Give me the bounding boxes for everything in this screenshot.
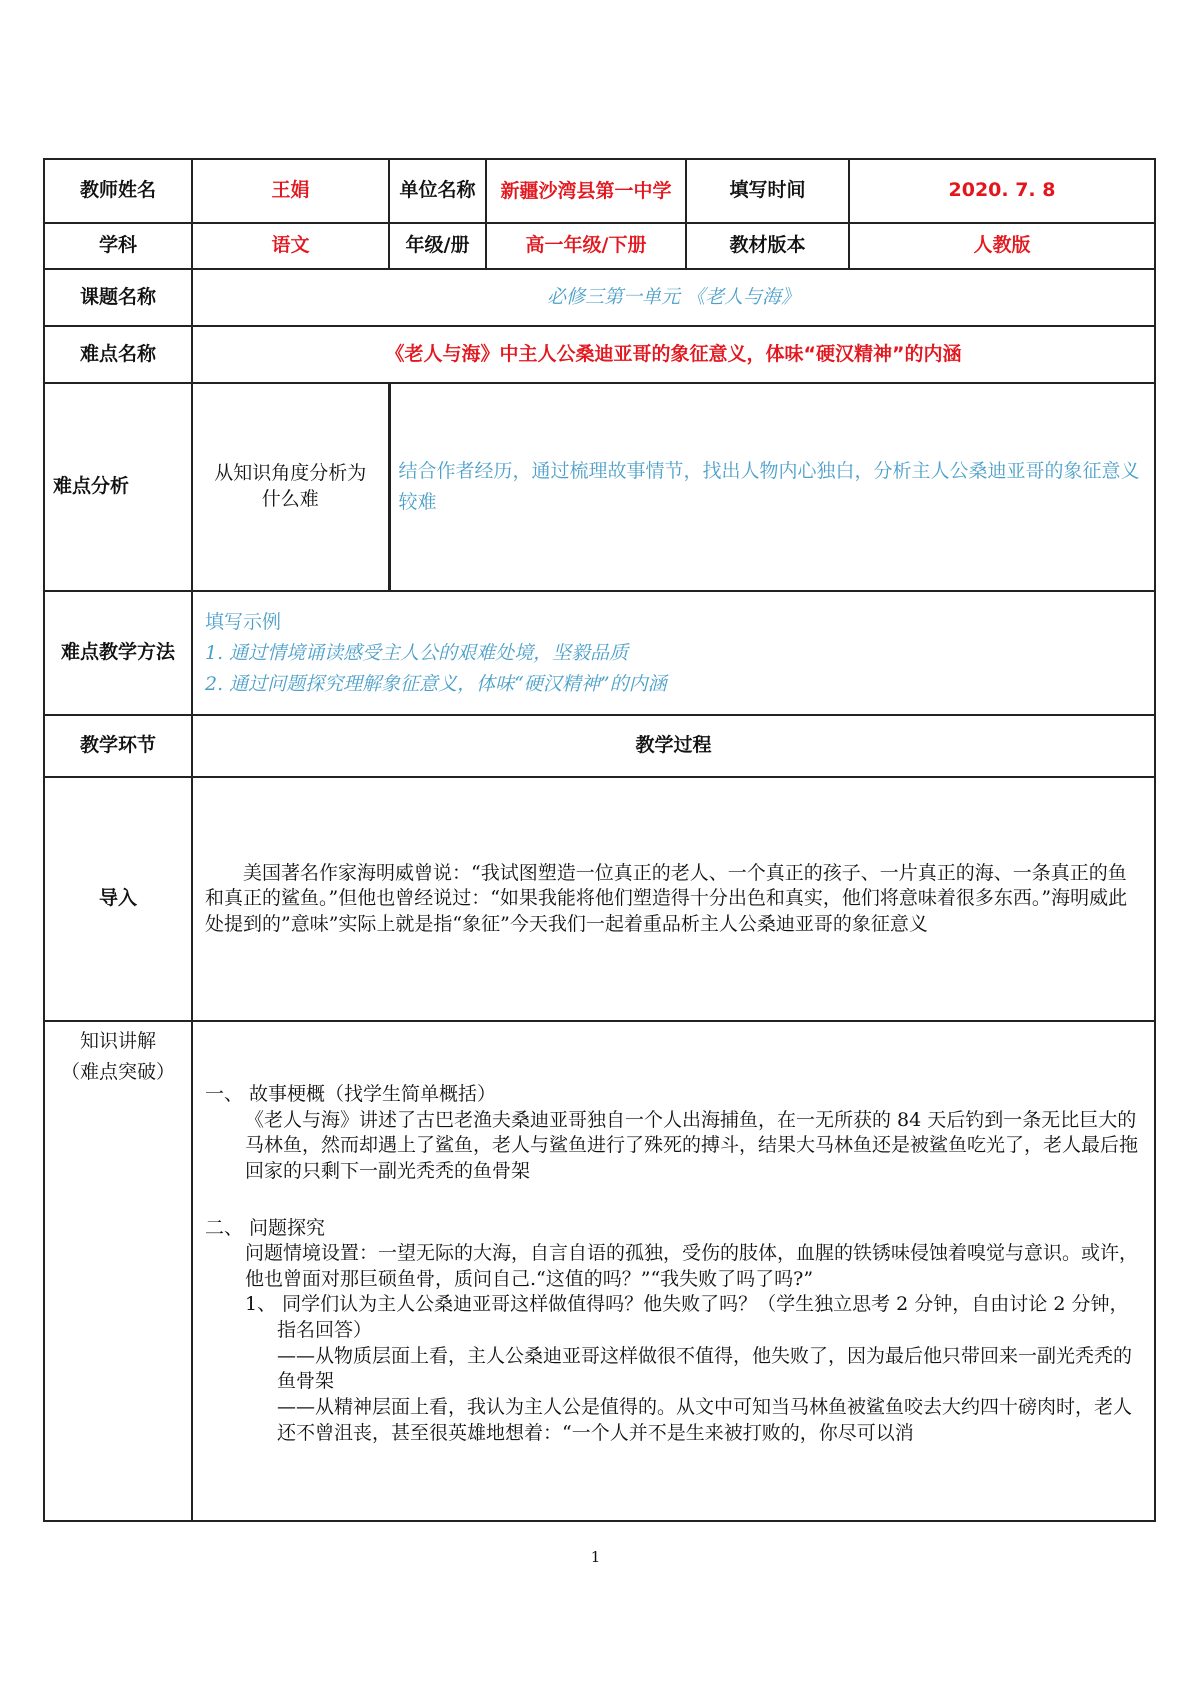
question-1-text: 1、 同学们认为主人公桑迪亚哥这样做值得吗？他失败了吗？（学生独立思考 2 分钟，自由讨论 2 分钟，指名回答） xyxy=(245,1293,1129,1342)
knowledge-row xyxy=(44,1021,1155,1521)
method-item-1: 1. 通过情境诵读感受主人公的艰难处境，坚毅品质 xyxy=(205,641,629,664)
method-item-2: 2. 通过问题探究理解象征意义，体味“硬汉精神”的内涵 xyxy=(205,672,667,695)
teacher-label: 教师姓名 xyxy=(44,159,192,223)
knowledge-label-line1: 知识讲解 xyxy=(79,1030,156,1052)
subject-label: 学科 xyxy=(44,223,192,269)
topic-row xyxy=(44,269,1155,326)
difficulty-value: 《老人与海》中主人公桑迪亚哥的象征意义，体味“硬汉精神”的内涵 xyxy=(192,326,1155,383)
analysis-sub-label: 从知识角度分析为什么难 xyxy=(192,383,389,591)
subject-value: 语文 xyxy=(192,223,389,269)
teacher-value: 王娟 xyxy=(192,159,389,223)
knowledge-content xyxy=(192,1021,1155,1521)
topic-value: 必修三第一单元 《老人与海》 xyxy=(192,269,1155,326)
difficulty-label: 难点名称 xyxy=(44,326,192,383)
unit-label: 单位名称 xyxy=(389,159,486,223)
difficulty-row xyxy=(44,326,1155,383)
unit-value: 新疆沙湾县第一中学 xyxy=(486,159,686,223)
intro-content xyxy=(192,777,1155,1021)
section-2-title: 二、 问题探究 xyxy=(205,1216,326,1239)
answer-2: ——从精神层面上看，我认为主人公是值得的。从文中可知当马林鱼被鲨鱼咬去大约四十磅肉时，老人还不曾沮丧，甚至很英雄地想着：“一个人并不是生来被打败的，你尽可以消 xyxy=(277,1396,1133,1444)
edition-value: 人教版 xyxy=(849,223,1155,269)
header-row-2 xyxy=(44,223,1155,269)
knowledge-label xyxy=(44,1021,192,1521)
intro-label: 导入 xyxy=(44,777,192,1021)
analysis-value: 结合作者经历，通过梳理故事情节，找出人物内心独白，分析主人公桑迪亚哥的象征意义较难 xyxy=(389,383,1155,591)
lesson-plan-table xyxy=(43,158,1156,1522)
date-label: 填写时间 xyxy=(686,159,849,223)
section-1-text: 《老人与海》讲述了古巴老渔夫桑迪亚哥独自一个人出海捕鱼，在一无所获的 84 天后钓到一条无比巨大的马林鱼，然而却遇上了鲨鱼，老人与鲨鱼进行了殊死的搏斗，结果大马林鱼还是被鲨鱼吃光了，老人最后拖回家的只剩下一副光秃秃的鱼骨架 xyxy=(245,1108,1139,1182)
section-1-title: 一、 故事梗概（找学生简单概括） xyxy=(205,1083,497,1105)
method-heading: 填写示例 xyxy=(205,610,282,633)
method-content xyxy=(192,591,1155,715)
knowledge-label-line2: （难点突破） xyxy=(60,1061,175,1083)
grade-value: 高一年级/下册 xyxy=(486,223,686,269)
question-1 xyxy=(205,1292,1142,1343)
date-value: 2020. 7. 8 xyxy=(849,159,1155,223)
intro-row xyxy=(44,777,1155,1021)
method-row xyxy=(44,591,1155,715)
process-row xyxy=(44,715,1155,777)
intro-text: 美国著名作家海明威曾说：“我试图塑造一位真正的老人、一个真正的孩子、一片真正的海、一条真正的鱼和真正的鲨鱼。”但他也曾经说过：“如果我能将他们塑造得十分出色和真实，他们将意味着很多东西。”海明威此处提到的”意味”实际上就是指“象征”今天我们一起着重品析主人公桑迪亚哥的象征意义 xyxy=(205,861,1128,935)
page-number: 1 xyxy=(590,1548,601,1566)
section-2-text: 问题情境设置：一望无际的大海，自言自语的孤独，受伤的肢体，血腥的铁锈味侵蚀着嗅觉与意识。或许，他也曾面对那巨硕鱼骨，质问自己.“这值的吗？”“我失败了吗了吗?” xyxy=(245,1242,1139,1290)
answer-1: ——从物质层面上看，主人公桑迪亚哥这样做很不值得，他失败了，因为最后他只带回来一副光秃秃的鱼骨架 xyxy=(277,1344,1133,1393)
process-label: 教学环节 xyxy=(44,715,192,777)
process-value: 教学过程 xyxy=(192,715,1155,777)
analysis-row xyxy=(44,383,1155,591)
edition-label: 教材版本 xyxy=(686,223,849,269)
header-row-1 xyxy=(44,159,1155,223)
method-label: 难点教学方法 xyxy=(44,591,192,715)
grade-label: 年级/册 xyxy=(389,223,486,269)
topic-label: 课题名称 xyxy=(44,269,192,326)
analysis-label: 难点分析 xyxy=(44,383,192,591)
